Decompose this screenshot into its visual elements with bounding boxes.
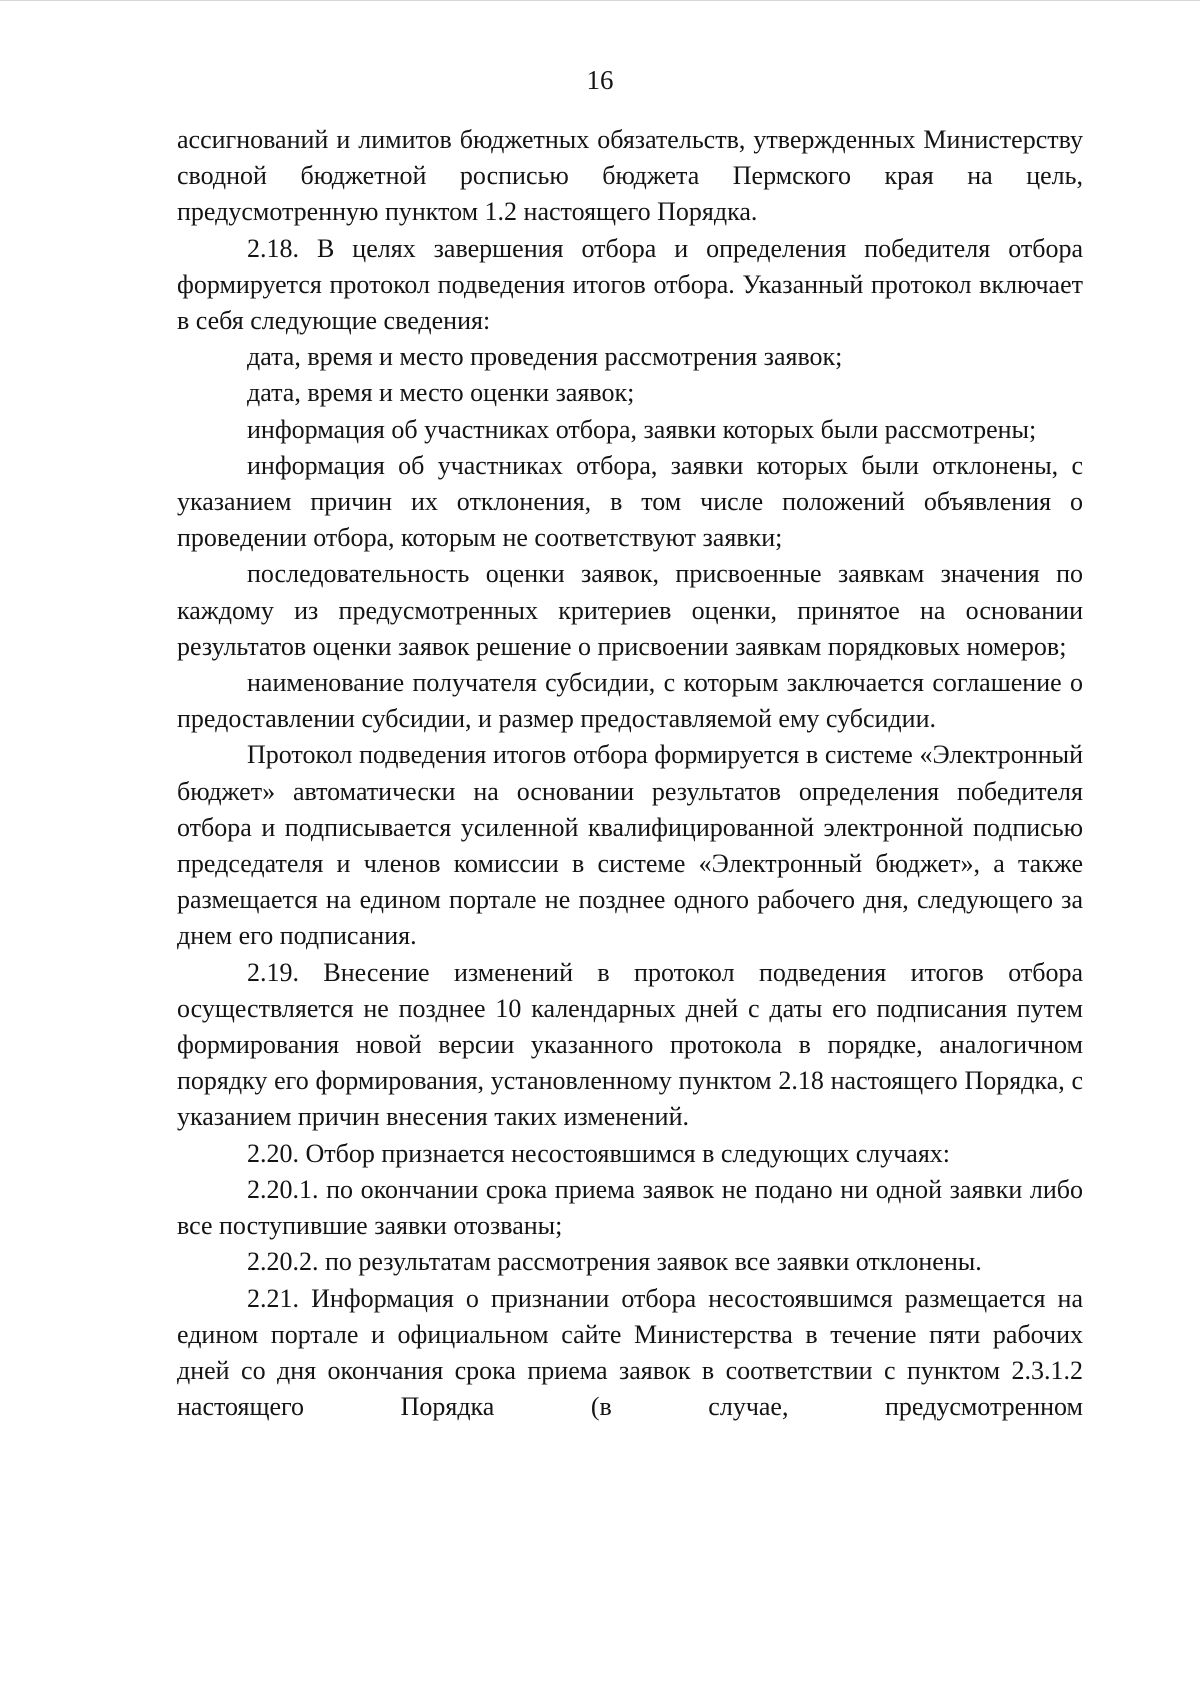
list-item-assessment-date: дата, время и место оценки заявок; [247,378,635,408]
paragraph-2-19: 2.19. Внесение изменений в протокол подведения итогов отбора осуществляется не позднее 10 календарных дней с даты его подписания путем формирования новой версии указанного протокола в порядке, аналогичном порядку его формирования, установленному пунктом 2.18 настоящего Порядка, с указанием причин внесения таких изменений. [177,957,1083,1132]
paragraph-2-21: 2.21. Информация о признании отбора несостоявшимся размещается на едином портале и официальном сайте Министерства в течение пяти рабочих дней со дня окончания срока приема заявок в соответствии с пунктом 2.3.1.2 настоящего Порядка (в случае, предусмотренном [177,1283,1083,1422]
list-item-rejected-participants: информация об участниках отбора, заявки которых были отклонены, с указанием причин их отклонения, в том числе положений объявления о проведении отбора, которым не соответствуют заявки; [177,450,1083,553]
list-item-recipient-name: наименование получателя субсидии, с которым заключается соглашение о предоставлении субсидии, и размер предоставляемой ему субсидии. [177,668,1083,734]
paragraph-protocol-formation: Протокол подведения итогов отбора формируется в системе «Электронный бюджет» автоматически на основании результатов определения победителя отбора и подписывается усиленной квалифицированной электронной подписью председателя и членов комиссии в системе «Электронный бюджет», а также размещается на едином портале не позднее одного рабочего дня, следующего за днем его подписания. [177,740,1083,951]
paragraph-2-20: 2.20. Отбор признается несостоявшимся в следующих случаях: [247,1138,951,1168]
page-number: 16 [586,65,614,95]
paragraph-continuation: ассигнований и лимитов бюджетных обязательств, утвержденных Министерству сводной бюджетной росписью бюджета Пермского края на цель, предусмотренную пунктом 1.2 настоящего Порядка. [177,125,1083,227]
paragraph-2-20-2: 2.20.2. по результатам рассмотрения заявок все заявки отклонены. [247,1247,982,1277]
paragraph-2-20-1: 2.20.1. по окончании срока приема заявок не подано ни одной заявки либо все поступившие заявки отозваны; [177,1174,1083,1241]
scan-edge-line [0,0,1200,1]
list-item-assessment-sequence: последовательность оценки заявок, присвоенные заявкам значения по каждому из предусмотренных критериев оценки, принятое на основании результатов оценки заявок решение о присвоении заявкам порядковых номеров; [177,559,1083,661]
document-body [177,122,1083,1425]
paragraph-2-18: 2.18. В целях завершения отбора и определения победителя отбора формируется протокол подведения итогов отбора. Указанный протокол включает в себя следующие сведения: [177,233,1083,336]
list-item-review-date: дата, время и место проведения рассмотрения заявок; [247,342,843,372]
list-item-reviewed-participants: информация об участниках отбора, заявки которых были рассмотрены; [247,414,1037,444]
